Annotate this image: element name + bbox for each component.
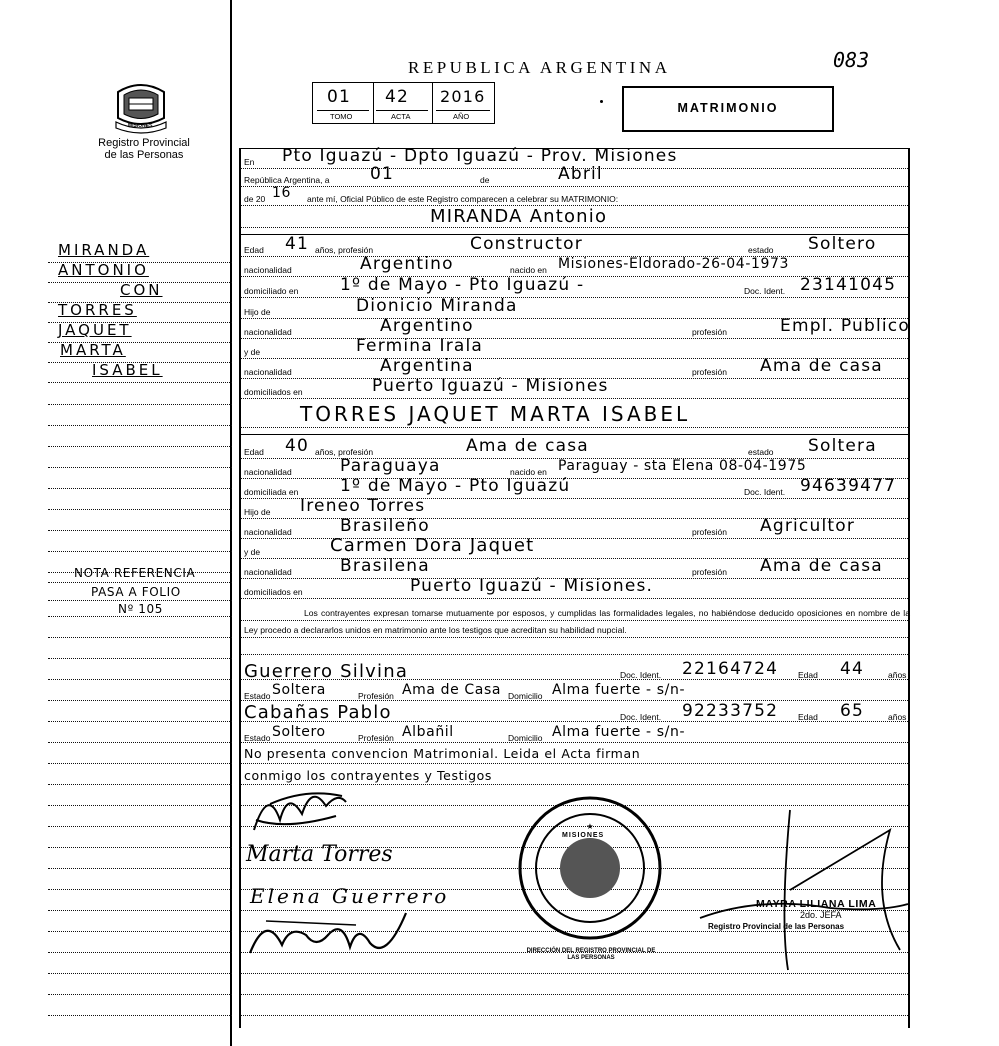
margin-line [48, 382, 232, 383]
c1-domicilio: 1º de Mayo - Pto Iguazú - [340, 275, 585, 295]
c2-estado: Soltera [808, 436, 877, 456]
anio-underline [436, 110, 490, 111]
testigo1-domicilio: Alma fuerte - s/n- [552, 682, 686, 698]
margin-line [48, 616, 232, 617]
de-label: de [480, 175, 490, 185]
margin-name: JAQUET [58, 321, 132, 339]
line-c1-doms [240, 398, 910, 399]
year-prefix: de 20 [244, 194, 266, 204]
country-title: REPUBLICA ARGENTINA [408, 58, 671, 77]
c2-estado-label: estado [748, 447, 774, 457]
margin-line [48, 658, 232, 659]
matrimonio-title: MATRIMONIO [677, 101, 779, 115]
margin-line [48, 994, 232, 995]
c1-madre-nacionalidad: Argentina [380, 356, 474, 376]
c2-nac-label: nacionalidad [244, 467, 292, 477]
c1-edad: 41 [285, 234, 310, 254]
c2-padre-nac-label: nacionalidad [244, 527, 292, 537]
anio-box [432, 82, 495, 124]
margin-line [48, 805, 232, 806]
contrayente1-name: MIRANDA Antonio [430, 206, 608, 227]
en-label: En [244, 157, 255, 167]
c2-padre: Ireneo Torres [300, 496, 426, 516]
margin-line [48, 1015, 232, 1016]
t2-doc-label: Doc. Ident. [620, 712, 662, 722]
c2-yde-label: y de [244, 547, 261, 557]
testigo1-doc: 22164724 [682, 659, 779, 679]
line-t1b [240, 700, 910, 701]
t2-prof-label: Profesión [358, 733, 394, 743]
margin-line [48, 509, 232, 510]
c1-doms-label: domiciliados en [244, 387, 303, 397]
tomo-value: 01 [327, 87, 352, 107]
registry-logo [108, 78, 174, 134]
margin-line [48, 404, 232, 405]
t1-prof-label: Profesión [358, 691, 394, 701]
signature-scribble-1 [246, 780, 356, 842]
t2-dom-label: Domicilio [508, 733, 543, 743]
testigo2-name: Cabañas Pablo [244, 702, 392, 723]
c2-madre-profesion: Ama de casa [760, 556, 883, 576]
line-name1 [240, 227, 910, 228]
margin-line [48, 582, 232, 583]
note-line2: conmigo los contrayentes y Testigos [244, 768, 493, 783]
c1-yde-label: y de [244, 347, 261, 357]
note-line1: No presenta convencion Matrimonial. Leida el Acta firman [244, 746, 641, 761]
line-c1-padre-nac [240, 338, 910, 339]
c1-padre-profesion: Empl. Publico [780, 316, 910, 336]
record-boxes [312, 82, 494, 124]
declaration-text: Los contrayentes expresan tomarse mutuamente por esposos, y cumplidas las formalidades legales, no habiéndose deducido oposiciones en nombre de la Ley procedo a declararlos unidos en matrimonio ante los testigos que acreditan su habilidad nupcial. [244, 608, 910, 635]
margin-line [48, 530, 232, 531]
contrayente2-name: TORRES JAQUET MARTA ISABEL [300, 402, 691, 426]
matrimonio-box [622, 86, 834, 132]
margin-line [48, 910, 232, 911]
c2-nacionalidad: Paraguaya [340, 456, 441, 476]
margin-line [48, 847, 232, 848]
margin-line [48, 973, 232, 974]
margin-line [48, 889, 232, 890]
testigo1-profesion: Ama de Casa [402, 682, 502, 698]
testigo2-domicilio: Alma fuerte - s/n- [552, 724, 686, 740]
c2-anos-label: años, profesión [315, 447, 374, 457]
c2-nacido-en: Paraguay - sta Elena 08-04-1975 [558, 458, 807, 474]
margin-line [48, 679, 232, 680]
seal-inner-text: MISIONES [562, 832, 605, 839]
c1-madre: Fermina Irala [356, 336, 484, 356]
c2-padres-domicilio: Puerto Iguazú - Misiones. [410, 576, 654, 596]
registry-name-line2: de las Personas [104, 149, 184, 161]
c2-dom-label: domiciliada en [244, 487, 299, 497]
republica-label: República Argentina, a [244, 175, 330, 185]
margin-line [48, 763, 232, 764]
line-blank-11 [240, 1015, 910, 1016]
c1-padre: Dionicio Miranda [356, 296, 518, 316]
t2-edad-label: Edad [798, 712, 818, 722]
testigo1-estado: Soltera [272, 682, 326, 698]
c1-padre-nac-label: nacionalidad [244, 327, 292, 337]
c1-estado: Soltero [808, 234, 877, 254]
t1-doc-label: Doc. Ident. [620, 670, 662, 680]
c1-estado-label: estado [748, 245, 774, 255]
t1-edad-label: Edad [798, 670, 818, 680]
testigo1-edad: 44 [840, 659, 865, 679]
margin-line [48, 952, 232, 953]
official-signature [640, 800, 910, 980]
c1-hijo-label: Hijo de [244, 307, 271, 317]
margin-note-line2: PASA A FOLIO [91, 585, 181, 599]
margin-note-line1: NOTA REFERENCIA [74, 566, 196, 580]
place-value: Pto Iguazú - Dpto Iguazú - Prov. Misiones [282, 146, 678, 166]
margin-line [48, 551, 232, 552]
tomo-label: TOMO [330, 112, 353, 121]
c2-profesion: Ama de casa [466, 436, 589, 456]
testigo2-estado: Soltero [272, 724, 326, 740]
c1-nac-label: nacionalidad [244, 265, 292, 275]
c2-doc: 94639477 [800, 476, 897, 496]
line-c2-doms [240, 598, 910, 599]
anio-label: AÑO [453, 112, 470, 121]
line-date [240, 186, 910, 187]
page-number: 083 [833, 48, 870, 72]
c1-nacionalidad: Argentino [360, 254, 454, 274]
margin-line [48, 784, 232, 785]
registry-name-line1: Registro Provincial [98, 137, 190, 149]
margin-line [48, 826, 232, 827]
margin-name: TORRES [58, 301, 137, 319]
line-para3 [240, 654, 910, 655]
c2-madre: Carmen Dora Jaquet [330, 535, 535, 556]
c1-padre-prof-label: profesión [692, 327, 727, 337]
margin-name: ANTONIO [58, 261, 149, 279]
header-dot [600, 100, 603, 103]
registry-name [70, 137, 218, 161]
margin-line [48, 600, 232, 601]
c2-madre-nac-label: nacionalidad [244, 567, 292, 577]
t2-anos-label: años [888, 712, 907, 722]
testigo1-name: Guerrero Silvina [244, 661, 409, 682]
line-name2 [240, 427, 910, 428]
t1-dom-label: Domicilio [508, 691, 543, 701]
c1-madre-prof-label: profesión [692, 367, 727, 377]
testigo2-doc: 92233752 [682, 701, 779, 721]
official-office: Registro Provincial de las Personas [708, 922, 845, 931]
seal-outer-text: DIRECCIÓN DEL REGISTRO PROVINCIAL DE LAS PERSONAS [526, 948, 656, 961]
margin-name: MARTA [60, 341, 126, 359]
c2-padre-prof-label: profesión [692, 527, 727, 537]
c2-padre-nacionalidad: Brasileño [340, 516, 430, 536]
line-t2b [240, 742, 910, 743]
t2-estado-label: Estado [244, 733, 271, 743]
c1-dom-label: domiciliado en [244, 286, 299, 296]
margin-line [48, 637, 232, 638]
c1-edad-label: Edad [244, 245, 264, 255]
c1-nacido-label: nacido en [510, 265, 547, 275]
margin-line [48, 868, 232, 869]
margin-note-line3: Nº 105 [118, 602, 163, 616]
margin-line [48, 931, 232, 932]
c1-doc: 23141045 [800, 275, 897, 295]
c2-doc-label: Doc. Ident. [744, 487, 786, 497]
t1-anos-label: años [888, 670, 907, 680]
c1-padre-nacionalidad: Argentino [380, 316, 474, 336]
clause-text: ante mí, Oficial Público de este Registro comparecen a celebrar su MATRIMONIO: [307, 194, 619, 204]
c2-padre-profesion: Agricultor [760, 516, 856, 536]
c1-profesion: Constructor [470, 234, 583, 254]
c1-madre-nac-label: nacionalidad [244, 367, 292, 377]
margin-name: MIRANDA [58, 241, 150, 259]
acta-underline [376, 110, 428, 111]
signature-elena: Elena Guerrero [250, 884, 450, 908]
official-title: 2do. JEFA [800, 910, 842, 920]
acta-box [372, 82, 433, 124]
year-suffix: 16 [272, 185, 292, 201]
c1-padres-domicilio: Puerto Iguazú - Misiones [372, 376, 609, 396]
anio-value: 2016 [440, 87, 486, 106]
c1-nacido-en: Misiones-Eldorado-26-04-1973 [558, 256, 789, 272]
margin-line [48, 488, 232, 489]
c2-edad-label: Edad [244, 447, 264, 457]
margin-line [48, 700, 232, 701]
official-name: MAYRA LILIANA LIMA [756, 898, 877, 910]
margin-line [48, 721, 232, 722]
c2-hijo-label: Hijo de [244, 507, 271, 517]
tomo-underline [317, 110, 369, 111]
margin-name: CON [120, 281, 163, 299]
c2-madre-prof-label: profesión [692, 567, 727, 577]
rule-block2 [240, 434, 910, 435]
c2-madre-nacionalidad: Brasilena [340, 556, 430, 576]
registry-logo-text: MISIONES [128, 123, 153, 129]
c1-anos-label: años, profesión [315, 245, 374, 255]
margin-line [48, 742, 232, 743]
left-form-rule [239, 148, 241, 1028]
c2-domicilio: 1º de Mayo - Pto Iguazú [340, 476, 571, 496]
margin-name: ISABEL [92, 361, 163, 379]
t1-estado-label: Estado [244, 691, 271, 701]
acta-label: ACTA [391, 112, 411, 121]
line-blank-10 [240, 994, 910, 995]
testigo2-edad: 65 [840, 701, 865, 721]
day-value: 01 [370, 164, 395, 184]
c2-edad: 40 [285, 436, 310, 456]
signature-scribble-2 [246, 905, 416, 965]
testigo2-profesion: Albañil [402, 724, 454, 740]
signature-marta: Marta Torres [246, 842, 393, 867]
svg-text:★: ★ [586, 822, 594, 831]
c1-doc-label: Doc. Ident. [744, 286, 786, 296]
c1-madre-profesion: Ama de casa [760, 356, 883, 376]
margin-line [48, 467, 232, 468]
line-note1 [240, 763, 910, 764]
line-c1-dom [240, 297, 910, 298]
c2-nacido-label: nacido en [510, 467, 547, 477]
c2-doms-label: domiciliados en [244, 587, 303, 597]
margin-line [48, 446, 232, 447]
tomo-box [312, 82, 374, 124]
acta-value: 42 [385, 87, 410, 107]
margin-line [48, 425, 232, 426]
month-value: Abril [558, 164, 603, 184]
